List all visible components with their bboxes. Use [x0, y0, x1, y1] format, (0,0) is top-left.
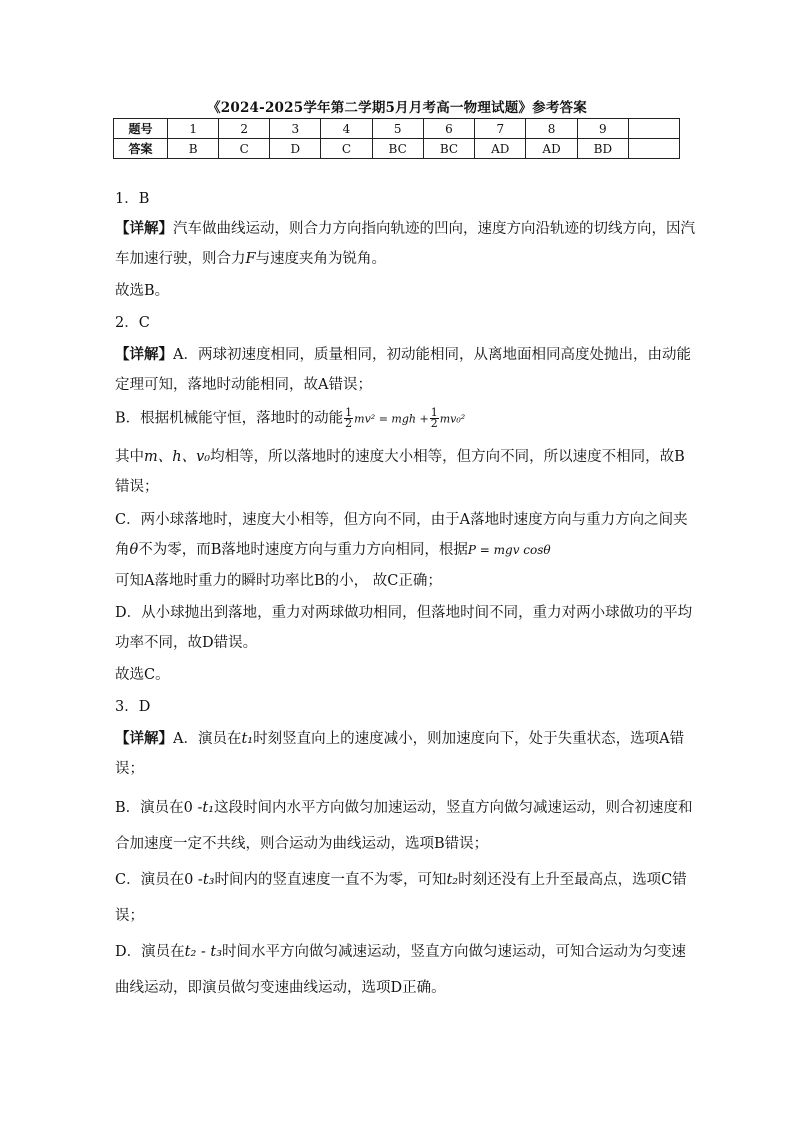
- table-cell: 1: [168, 119, 219, 139]
- q2-line-c2: [115, 540, 685, 560]
- fraction-denominator: 2: [430, 417, 438, 430]
- q3-line-c1: [115, 870, 685, 890]
- q2-text: 其中: [115, 449, 144, 465]
- q3-line-c2: 误；: [115, 908, 144, 924]
- q3-line-b2: 合加速度一定不共线，则合运动为曲线运动，选项B错误；: [115, 836, 489, 852]
- q3-text: 时刻竖直向上的速度减小，则加速度向下，处于失重状态，选项A错: [253, 731, 685, 747]
- q2-power-equation: P = mgv cosθ: [467, 543, 551, 557]
- answer-table: [113, 118, 680, 159]
- q1-text: 汽车做曲线运动，则合力方向指向轨迹的凹向，速度方向沿轨迹的切线方向，因汽: [173, 221, 695, 237]
- q3-text: 时间内的竖直速度一直不为零，可知: [214, 872, 447, 888]
- q2-text: 均相等，所以落地时的速度大小相等，但方向不同，所以速度不相同，故B: [210, 449, 685, 465]
- table-cell: 8: [526, 119, 577, 139]
- q3-tag: 【详解】: [115, 730, 173, 747]
- q3-line-b1: [115, 798, 693, 818]
- table-cell: 3: [270, 119, 321, 139]
- table-cell: 5: [372, 119, 423, 139]
- q2-line-d1: D．从小球抛出到落地，重力对两球做功相同，但落地时间不同，重力对两小球做功的平均: [115, 605, 693, 621]
- q3-line-a1: [115, 729, 685, 749]
- q3-line-d1: [115, 942, 685, 962]
- answer-table-number-row: [114, 119, 680, 139]
- fraction: [344, 408, 353, 429]
- q2-line3: [115, 447, 685, 467]
- q2-line2: 定理可知，落地时动能相同，故A错误；: [115, 377, 372, 393]
- table-cell: 6: [423, 119, 474, 139]
- q1-text: 车加速行驶，则合力: [115, 251, 246, 267]
- q3-var-t2-t3: t₂ - t₃: [184, 944, 223, 960]
- q1-tag: 【详解】: [115, 220, 173, 237]
- q1-heading: 1．B: [115, 191, 150, 207]
- table-cell: AD: [475, 139, 526, 159]
- q1-conclusion: 故选B。: [115, 283, 170, 299]
- table-cell: BD: [577, 139, 628, 159]
- q3-var-t3: t₃: [202, 872, 215, 888]
- q2-text: 角: [115, 542, 130, 558]
- q1-text: 与速度夹角为锐角。: [255, 251, 387, 267]
- q2-text: 不为零，而B落地时速度方向与重力方向相同，根据: [138, 542, 468, 558]
- table-cell: B: [168, 139, 219, 159]
- table-cell: 7: [475, 119, 526, 139]
- fraction: [430, 408, 439, 429]
- q2-line-c3: 可知A落地时重力的瞬时功率比B的小， 故C正确；: [115, 573, 442, 589]
- table-header-number: 题号: [114, 119, 168, 139]
- q2-vars: m、h、v₀: [144, 449, 211, 465]
- q3-var-t1: t₁: [202, 800, 215, 816]
- q2-text: A．两球初速度相同，质量相同，初动能相同，从离地面相同高度处抛出，由动能: [173, 347, 691, 363]
- table-cell: BC: [372, 139, 423, 159]
- q2-line-b: [115, 408, 685, 430]
- q3-text: 时间水平方向做匀减速运动，竖直方向做匀速运动，可知合运动为匀变速: [222, 944, 687, 960]
- equation-part: mv₀²: [439, 412, 466, 426]
- table-cell: C: [219, 139, 270, 159]
- table-cell: 2: [219, 119, 270, 139]
- table-cell: 9: [577, 119, 628, 139]
- q3-var-t2: t₂: [446, 872, 459, 888]
- q2-var-theta: θ: [129, 542, 139, 558]
- q2-heading: 2．C: [115, 315, 150, 331]
- q3-text: 时刻还没有上升至最高点，选项C错: [458, 872, 687, 888]
- q3-var-t1: t₁: [241, 731, 254, 747]
- q3-text: A．演员在: [173, 731, 242, 747]
- q2-line-c1: C．两小球落地时，速度大小相等，但方向不同，由于A落地时速度方向与重力方向之间夹: [115, 512, 688, 528]
- q3-text: D．演员在: [115, 944, 185, 960]
- table-cell: C: [321, 139, 372, 159]
- table-cell: [629, 139, 680, 159]
- q3-heading: 3．D: [115, 699, 151, 715]
- q1-line1: [115, 219, 695, 239]
- table-cell: D: [270, 139, 321, 159]
- fraction-numerator: 1: [345, 406, 353, 419]
- q3-line-d2: 曲线运动，即演员做匀变速曲线运动，选项D正确。: [115, 980, 446, 996]
- answer-table-answer-row: [114, 139, 680, 159]
- q2-line-d2: 功率不同，故D错误。: [115, 635, 258, 651]
- q3-text: 这段时间内水平方向做匀加速运动，竖直方向做匀减速运动，则合初速度和: [214, 800, 693, 816]
- q2-text: B．根据机械能守恒，落地时的动能: [115, 410, 344, 427]
- q2-tag: 【详解】: [115, 346, 173, 363]
- q3-line-a2: 误；: [115, 761, 144, 777]
- q3-text: B．演员在0 -: [115, 800, 203, 816]
- table-cell: [629, 119, 680, 139]
- q2-line1: [115, 345, 691, 365]
- q2-line4: 错误；: [115, 479, 159, 495]
- table-cell: BC: [423, 139, 474, 159]
- equation-part: mv² = mgh +: [354, 412, 429, 426]
- table-cell: AD: [526, 139, 577, 159]
- q2-conclusion: 故选C。: [115, 667, 170, 683]
- q1-var-f: F: [245, 251, 256, 267]
- q1-line2: [115, 249, 685, 269]
- table-header-answer: 答案: [114, 139, 168, 159]
- q3-text: C．演员在0 -: [115, 872, 203, 888]
- table-cell: 4: [321, 119, 372, 139]
- fraction-denominator: 2: [345, 417, 353, 430]
- fraction-numerator: 1: [430, 406, 438, 419]
- page-title: 《2024-2025学年第二学期5月月考高一物理试题》参考答案: [207, 100, 587, 116]
